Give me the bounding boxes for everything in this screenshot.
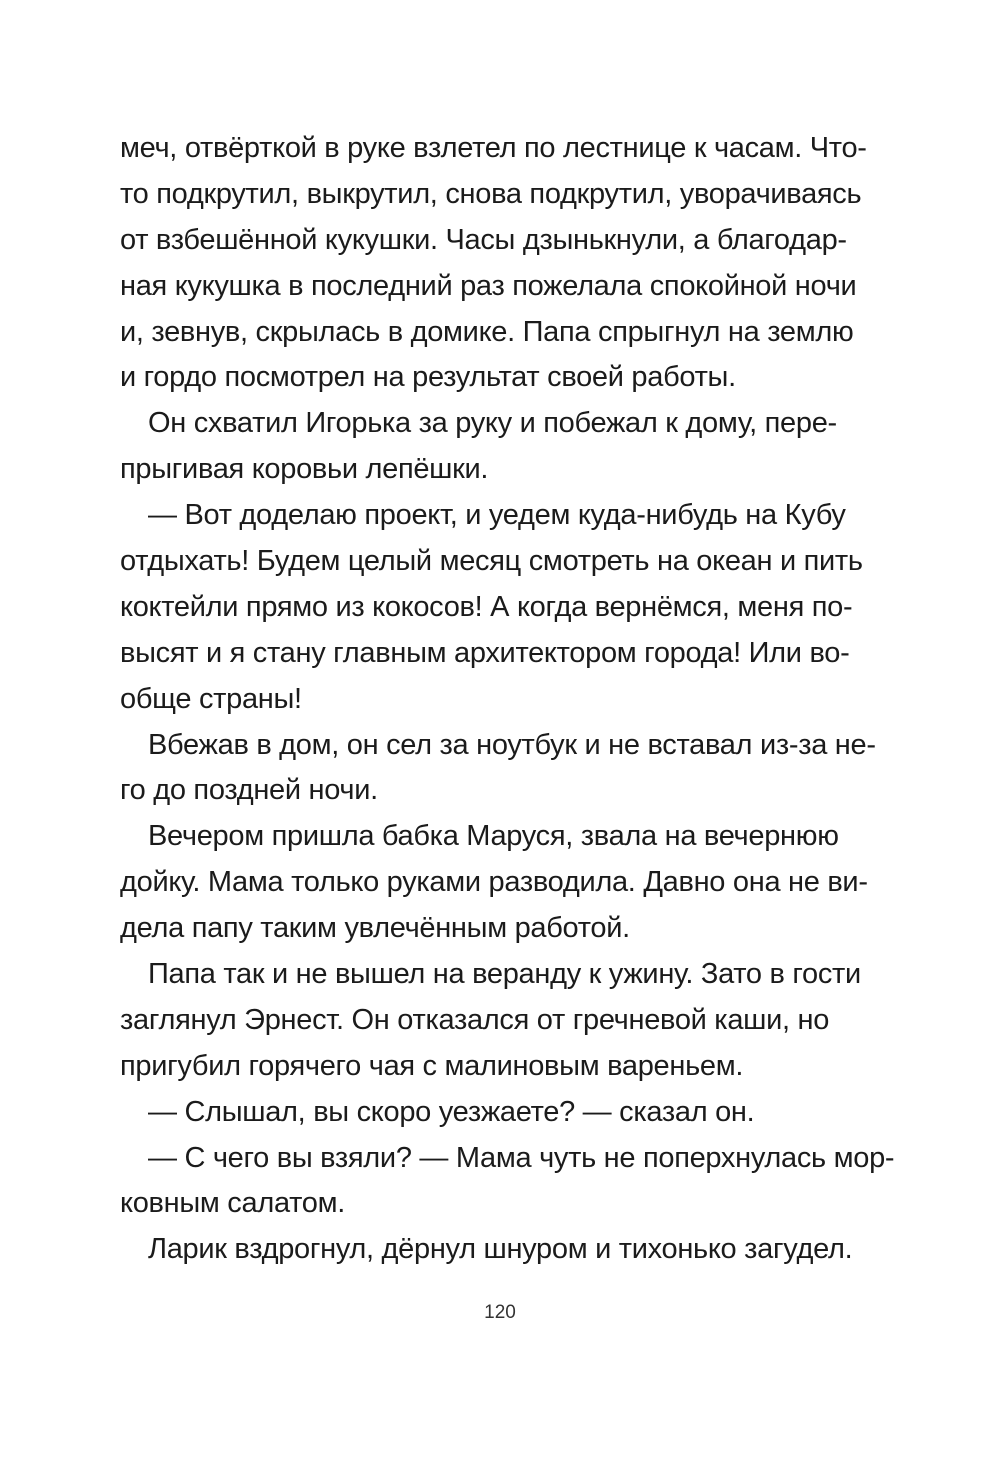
text-line: пригубил горячего чая с малиновым вареньем. xyxy=(120,1049,744,1082)
text-line: ная кукушка в последний раз пожелала спокойной ночи xyxy=(120,269,857,302)
text-line: коктейли прямо из кокосов! А когда вернёмся, меня по- xyxy=(120,590,853,623)
text-line: го до поздней ночи. xyxy=(120,774,378,807)
text-line: то подкрутил, выкрутил, снова подкрутил, уворачиваясь xyxy=(120,177,862,210)
text-line: заглянул Эрнест. Он отказался от гречневой каши, но xyxy=(120,1003,830,1036)
text-line: ковным салатом. xyxy=(120,1187,346,1220)
text-line: Вечером пришла бабка Маруся, звала на вечернюю xyxy=(148,820,839,853)
text-line: и, зевнув, скрылась в домике. Папа спрыгнул на землю xyxy=(120,315,854,348)
text-line: и гордо посмотрел на результат своей работы. xyxy=(120,361,736,394)
text-line: — Вот доделаю проект, и уедем куда-нибудь на Кубу xyxy=(148,499,846,532)
text-line: Папа так и не вышел на веранду к ужину. Зато в гости xyxy=(148,958,861,991)
text-line: меч, отвёрткой в руке взлетел по лестнице к часам. Что- xyxy=(120,132,867,164)
text-line: Ларик вздрогнул, дёрнул шнуром и тихонько загудел. xyxy=(148,1233,853,1266)
text-line: высят и я стану главным архитектором города! Или во- xyxy=(120,636,850,669)
text-line: от взбешённой кукушки. Часы дзынькнули, а благодар- xyxy=(120,223,847,256)
body-text xyxy=(120,126,895,1273)
text-line: дойку. Мама только руками разводила. Давно она не ви- xyxy=(120,866,868,899)
page-number: 120 xyxy=(484,1302,516,1323)
text-line: дела папу таким увлечённым работой. xyxy=(120,912,630,945)
text-line: отдыхать! Будем целый месяц смотреть на океан и пить xyxy=(120,545,863,578)
text-line: обще страны! xyxy=(120,682,302,715)
text-line: Вбежав в дом, он сел за ноутбук и не вставал из-за не- xyxy=(148,728,876,761)
text-line: — Слышал, вы скоро уезжаете? — сказал он. xyxy=(148,1095,755,1128)
text-line: прыгивая коровьи лепёшки. xyxy=(120,453,489,486)
text-line: Он схватил Игорька за руку и побежал к дому, пере- xyxy=(148,407,837,440)
text-line: — С чего вы взяли? — Мама чуть не поперхнулась мор- xyxy=(148,1141,895,1174)
